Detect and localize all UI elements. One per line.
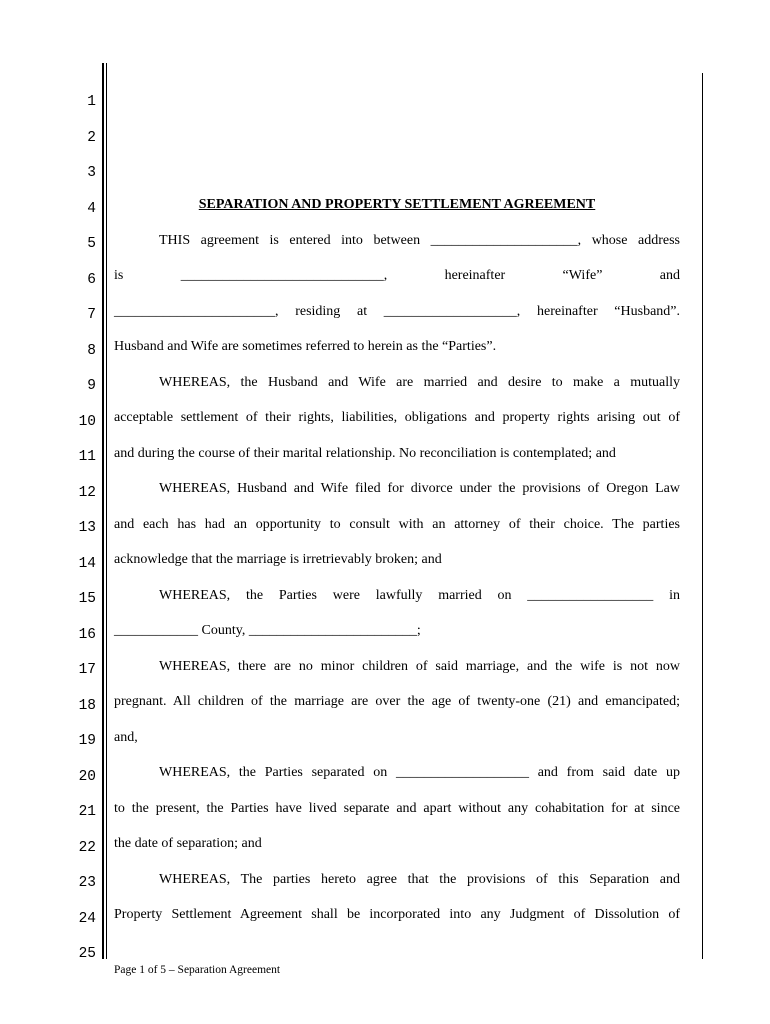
text-line-10: acceptable settlement of their rights, liabilities, obligations and property rights arising out of	[114, 410, 680, 425]
line-number: 14	[78, 556, 96, 572]
text-line-15: WHEREAS, the Parties were lawfully married on __________________ in	[159, 588, 680, 603]
text-line-13: and each has had an opportunity to consult with an attorney of their choice. The parties	[114, 517, 680, 532]
line-number: 24	[78, 911, 96, 927]
text-line-19: and,	[114, 730, 138, 745]
line-number: 9	[87, 378, 96, 394]
line-number: 25	[78, 946, 96, 962]
line-number: 17	[78, 662, 96, 678]
line-number: 8	[87, 343, 96, 359]
text-line-20: WHEREAS, the Parties separated on ___________________ and from said date up	[159, 765, 680, 780]
line-number: 4	[87, 201, 96, 217]
line-number: 21	[78, 804, 96, 820]
document-title: SEPARATION AND PROPERTY SETTLEMENT AGREEMENT	[198, 197, 596, 212]
text-line-23: WHEREAS, The parties hereto agree that the provisions of this Separation and	[159, 872, 680, 887]
line-number: 11	[78, 449, 96, 465]
text-line-7: _______________________, residing at ___________________, hereinafter “Husband”.	[114, 304, 680, 319]
text-line-11: and during the course of their marital relationship. No reconciliation is contemplated; and	[114, 446, 616, 461]
text-line-21: to the present, the Parties have lived separate and apart without any cohabitation for at since	[114, 801, 680, 816]
text-line-24: Property Settlement Agreement shall be incorporated into any Judgment of Dissolution of	[114, 907, 680, 922]
line-number: 16	[78, 627, 96, 643]
line-number: 3	[87, 165, 96, 181]
line-number: 1	[87, 94, 96, 110]
line-number: 22	[78, 840, 96, 856]
text-line-18: pregnant. All children of the marriage are over the age of twenty-one (21) and emancipated;	[114, 694, 680, 709]
text-line-8: Husband and Wife are sometimes referred to herein as the “Parties”.	[114, 339, 497, 354]
text-line-12: WHEREAS, Husband and Wife filed for divorce under the provisions of Oregon Law	[159, 481, 680, 496]
line-number: 18	[78, 698, 96, 714]
left-margin-rule-inner	[106, 63, 107, 959]
line-number: 10	[78, 414, 96, 430]
page-footer: Page 1 of 5 – Separation Agreement	[114, 964, 281, 976]
line-number: 5	[87, 236, 96, 252]
text-line-5: THIS agreement is entered into between _____________________, whose address	[159, 233, 680, 248]
line-number: 6	[87, 272, 96, 288]
right-margin-rule	[702, 73, 703, 959]
line-number: 23	[78, 875, 96, 891]
text-line-16: ____________ County, ________________________;	[114, 623, 421, 638]
line-number: 7	[87, 307, 96, 323]
left-margin-rule	[102, 63, 104, 959]
text-line-14: acknowledge that the marriage is irretrievably broken; and	[114, 552, 442, 567]
text-line-6: is _____________________________, hereinafter “Wife” and	[114, 268, 680, 283]
text-line-22: the date of separation; and	[114, 836, 262, 851]
line-number: 19	[78, 733, 96, 749]
line-number: 15	[78, 591, 96, 607]
line-number: 13	[78, 520, 96, 536]
text-line-17: WHEREAS, there are no minor children of said marriage, and the wife is not now	[159, 659, 680, 674]
line-number: 12	[78, 485, 96, 501]
line-number: 2	[87, 130, 96, 146]
text-line-9: WHEREAS, the Husband and Wife are married and desire to make a mutually	[159, 375, 680, 390]
line-number: 20	[78, 769, 96, 785]
